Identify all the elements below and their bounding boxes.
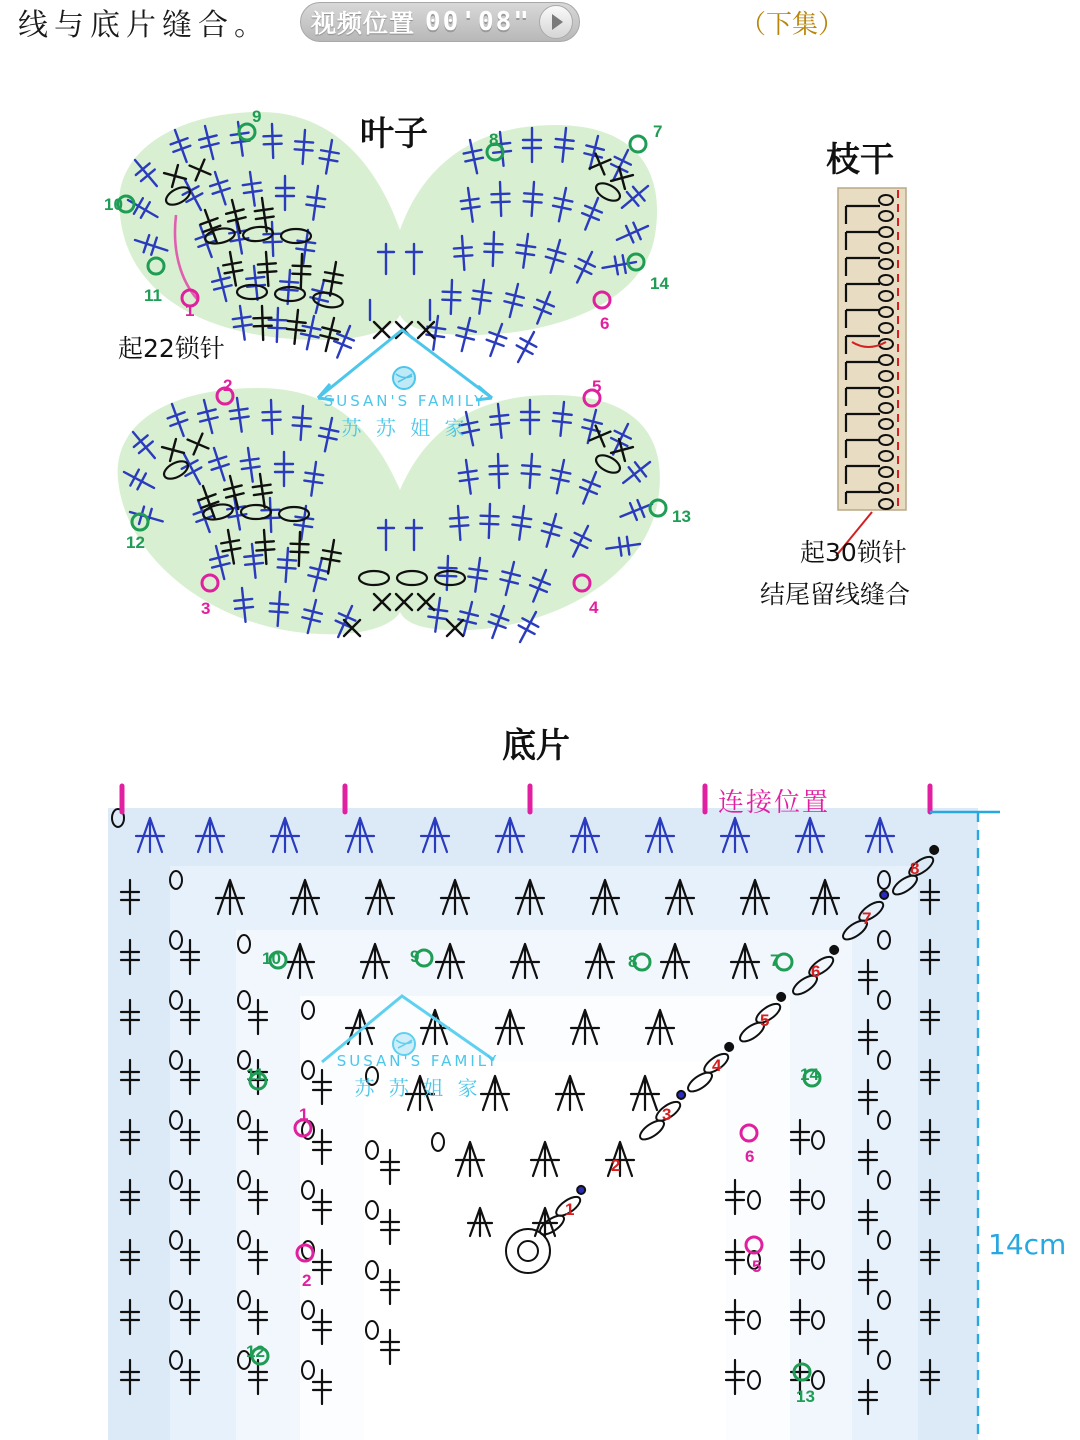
leaf-round-number-13-10: 13 [672,507,691,526]
leaf-round-number-1-6: 1 [185,301,195,320]
leaf-round-number-9-0: 9 [252,107,262,126]
base-round-number-12-18: 12 [246,1342,265,1361]
watermark-line2: 苏 苏 姐 家 [341,416,469,440]
base-round-number-14-9: 14 [800,1065,819,1084]
base-round-number-6-12: 6 [745,1147,755,1166]
stem-diagram [836,188,906,556]
watermark-line1: SUSAN'S FAMILY [323,392,487,410]
leaf-start-chain-caption: 起22锁针 [118,334,225,363]
base-round-number-4-8: 4 [712,1056,722,1075]
top-instruction-text: 线与底片缝合。 [18,8,270,43]
watermark-base-line2: 苏 苏 姐 家 [354,1076,482,1100]
video-position-label: 视频位置 [311,9,416,38]
base-round-number-5-7: 5 [760,1011,770,1030]
leaf-round-number-5-9: 5 [592,377,602,396]
base-round-number-10-2: 10 [262,949,281,968]
base-round-number-11-10: 11 [246,1065,264,1084]
base-round-number-1-15: 1 [565,1200,575,1219]
base-size-label: 14cm [988,1228,1067,1261]
base-round-number-7-1: 7 [862,909,872,928]
connect-position-label: 连接位置 [718,788,831,818]
base-round-number-7-5: 7 [770,951,780,970]
base-round-number-6-6: 6 [811,962,821,981]
leaf-lower-shape [118,388,660,634]
base-round-number-3-11: 3 [662,1105,672,1124]
base-round-number-8-4: 8 [628,952,638,971]
video-timestamp: 00'08" [425,7,531,37]
base-round-number-5-16: 5 [752,1257,762,1276]
stem-caption-line2: 结尾留线缝合 [760,580,911,609]
leaf-round-number-4-13: 4 [589,598,599,617]
base-section-title: 底片 [502,726,570,766]
episode-note: （下集） [740,10,845,40]
stem-caption-line1: 起30锁针 [800,538,907,567]
base-round-number-9-3: 9 [410,947,420,966]
leaf-round-number-11-5: 11 [144,286,162,305]
stem-section-title: 枝干 [826,140,894,180]
leaf-round-number-6-7: 6 [600,314,610,333]
base-round-number-2-14: 2 [611,1156,621,1175]
leaf-section-title: 叶子 [360,114,428,154]
leaf-round-number-12-11: 12 [126,533,145,552]
leaf-round-number-2-8: 2 [223,376,233,395]
leaf-round-number-10-3: 10 [104,195,123,214]
base-round-number-8-0: 8 [910,859,920,878]
base-round-number-2-17: 2 [302,1271,312,1290]
leaf-round-number-3-12: 3 [201,599,211,618]
leaf-round-number-7-2: 7 [653,122,663,141]
leaf-round-number-14-4: 14 [650,274,669,293]
base-round-number-13-19: 13 [796,1387,815,1406]
watermark-base-line1: SUSAN'S FAMILY [336,1052,500,1070]
leaf-round-number-8-1: 8 [489,130,499,149]
base-round-number-1-13: 1 [299,1105,309,1124]
